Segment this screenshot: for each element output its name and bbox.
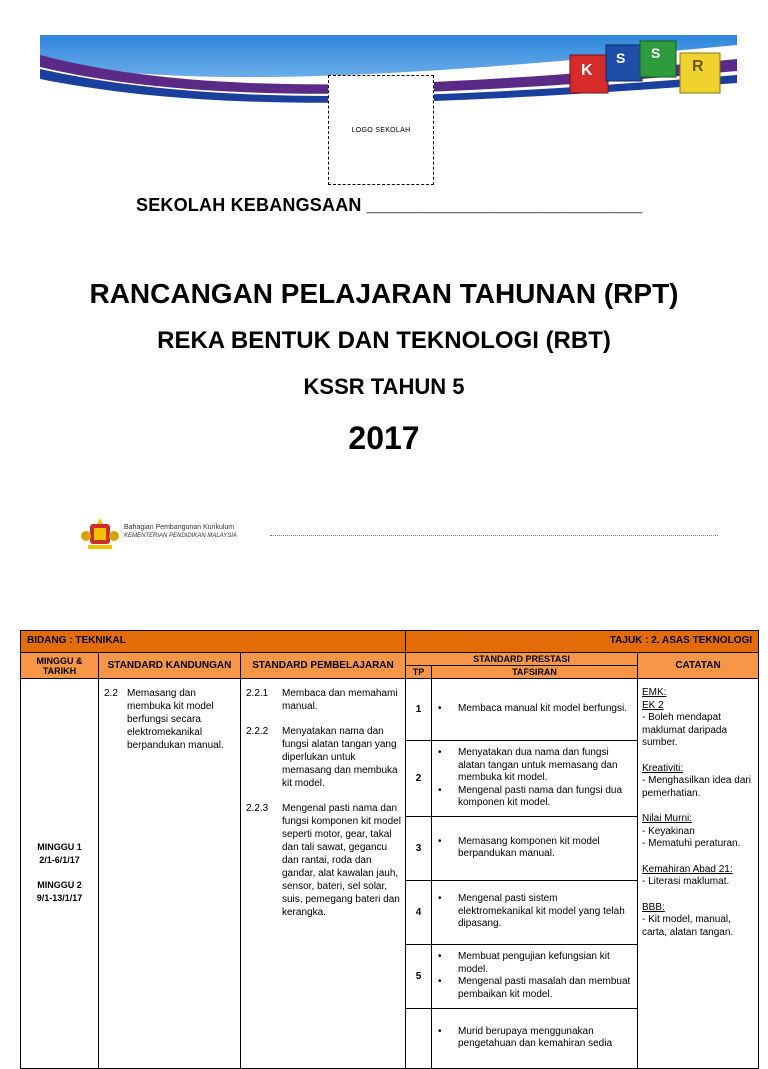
cube-letter-r: R (692, 58, 704, 75)
cube-letter-k: K (581, 62, 593, 79)
year-title: 2017 (348, 420, 420, 456)
pembelajaran-number: 2.2.2 (246, 726, 269, 737)
catatan-nilai-murni: Nilai Murni: - Keyakinan - Mematuhi peraturan. (642, 813, 741, 849)
standard-kandungan-cell (99, 679, 241, 1069)
tafsiran-cell (432, 741, 638, 817)
catatan-emk: EMK: EK 2 - Boleh mendapat maklumat daripada sumber. (642, 687, 728, 748)
pembelajaran-text: Mengenal pasti nama dan fungsi komponen kit model seperti motor, gear, takal dan tali sawat, gegancu dan rantai, roda dan gandar, alat kawalan jauh, sensor, bateri, sel solar, suis, pemegang bateri dan kerangka. (282, 803, 401, 918)
pembelajaran-text: Menyatakan nama dan fungsi alatan tangan yang diperlukan untuk memasang dan membuka kit model. (282, 726, 398, 789)
standard-kandungan-header: STANDARD KANDUNGAN (99, 653, 241, 679)
tafsiran-item: • Murid berupaya menggunakan pengetahuan dan kemahiran sedia (438, 1025, 613, 1049)
standard-pembelajaran-cell (241, 679, 406, 1069)
cube-letter-s: S (616, 50, 626, 66)
logo-placeholder-label: LOGO SEKOLAH (351, 126, 411, 134)
tp-header: TP (406, 666, 432, 679)
ministry-division: Bahagian Pembangunan Kurikulum (124, 524, 235, 531)
cube-letter-s2: S (651, 45, 661, 61)
kandungan-number: 2.2 (104, 688, 118, 699)
catatan-header: CATATAN (638, 653, 759, 679)
tp-level: 2 (406, 741, 432, 817)
week-1-date: 2/1-6/1/17 (39, 855, 80, 866)
standard-pembelajaran-header: STANDARD PEMBELAJARAN (241, 653, 406, 679)
bidang-header: BIDANG : TEKNIKAL (21, 631, 406, 653)
week-1-label: MINGGU 1 (37, 842, 82, 853)
tp-level: 1 (406, 679, 432, 741)
tp-level: 4 (406, 880, 432, 944)
school-logo-placeholder (328, 75, 434, 185)
tafsiran-item: • Mengenal pasti masalah dan membuat pembaikan kit model. (438, 976, 631, 1000)
tafsiran-cell (432, 816, 638, 880)
pembelajaran-number: 2.2.1 (246, 688, 269, 699)
tp-level (406, 1008, 432, 1068)
catatan-cell (638, 679, 759, 1069)
standard-prestasi-header: STANDARD PRESTASI (406, 653, 638, 666)
catatan-bbb: BBB: - Kit model, manual, carta, alatan tangan. (642, 901, 734, 938)
ministry-footer (80, 518, 720, 552)
tajuk-header: TAJUK : 2. ASAS TEKNOLOGI (406, 631, 759, 653)
minggu-header: MINGGU & TARIKH (21, 653, 99, 679)
tafsiran-item: • Memasang komponen kit model berpandukan manual. (438, 835, 600, 859)
tafsiran-item: • Membuat pengujian kefungsian kit model. (438, 951, 610, 975)
tafsiran-item: • Menyatakan dua nama dan fungsi alatan tangan untuk memasang dan membuka kit model. (438, 747, 618, 783)
week-cell (21, 679, 99, 1069)
week-2-date: 9/1-13/1/17 (36, 893, 83, 904)
level-title: KSSR TAHUN 5 (303, 374, 465, 399)
school-name-line: SEKOLAH KEBANGSAAN ___________________________ (136, 195, 643, 215)
catatan-kreativiti: Kreativiti: - Menghasilkan idea dari pemerhatian. (642, 762, 751, 799)
rpt-table (20, 630, 759, 1069)
ministry-name: KEMENTERIAN PENDIDIKAN MALAYSIA (124, 533, 237, 539)
pembelajaran-text: Membaca dan memahami manual. (282, 688, 398, 712)
tp-level: 3 (406, 816, 432, 880)
tafsiran-item: • Mengenal pasti nama dan fungsi dua komponen kit model. (438, 784, 623, 808)
malaysia-crest-icon (80, 518, 120, 550)
kandungan-text: Memasang dan membuka kit model berfungsi secara elektromekanikal berpandukan manual. (127, 688, 224, 751)
tafsiran-cell (432, 944, 638, 1008)
tafsiran-cell (432, 880, 638, 944)
subject-title: REKA BENTUK DAN TEKNOLOGI (RBT) (157, 327, 611, 354)
catatan-kemahiran-abad-21: Kemahiran Abad 21: - Literasi maklumat. (642, 863, 733, 887)
tafsiran-item: • Mengenal pasti sistem elektromekanikal kit model yang telah dipasang. (438, 893, 625, 930)
tafsiran-cell (432, 679, 638, 741)
tafsiran-item: • Membaca manual kit model berfungsi. (438, 703, 627, 715)
dotted-divider (270, 535, 718, 536)
tafsiran-cell (432, 1008, 638, 1068)
pembelajaran-number: 2.2.3 (246, 803, 269, 814)
tafsiran-header: TAFSIRAN (432, 666, 638, 679)
week-2-label: MINGGU 2 (37, 880, 82, 891)
document-title: RANCANGAN PELAJARAN TAHUNAN (RPT) (89, 278, 679, 309)
tp-level: 5 (406, 944, 432, 1008)
